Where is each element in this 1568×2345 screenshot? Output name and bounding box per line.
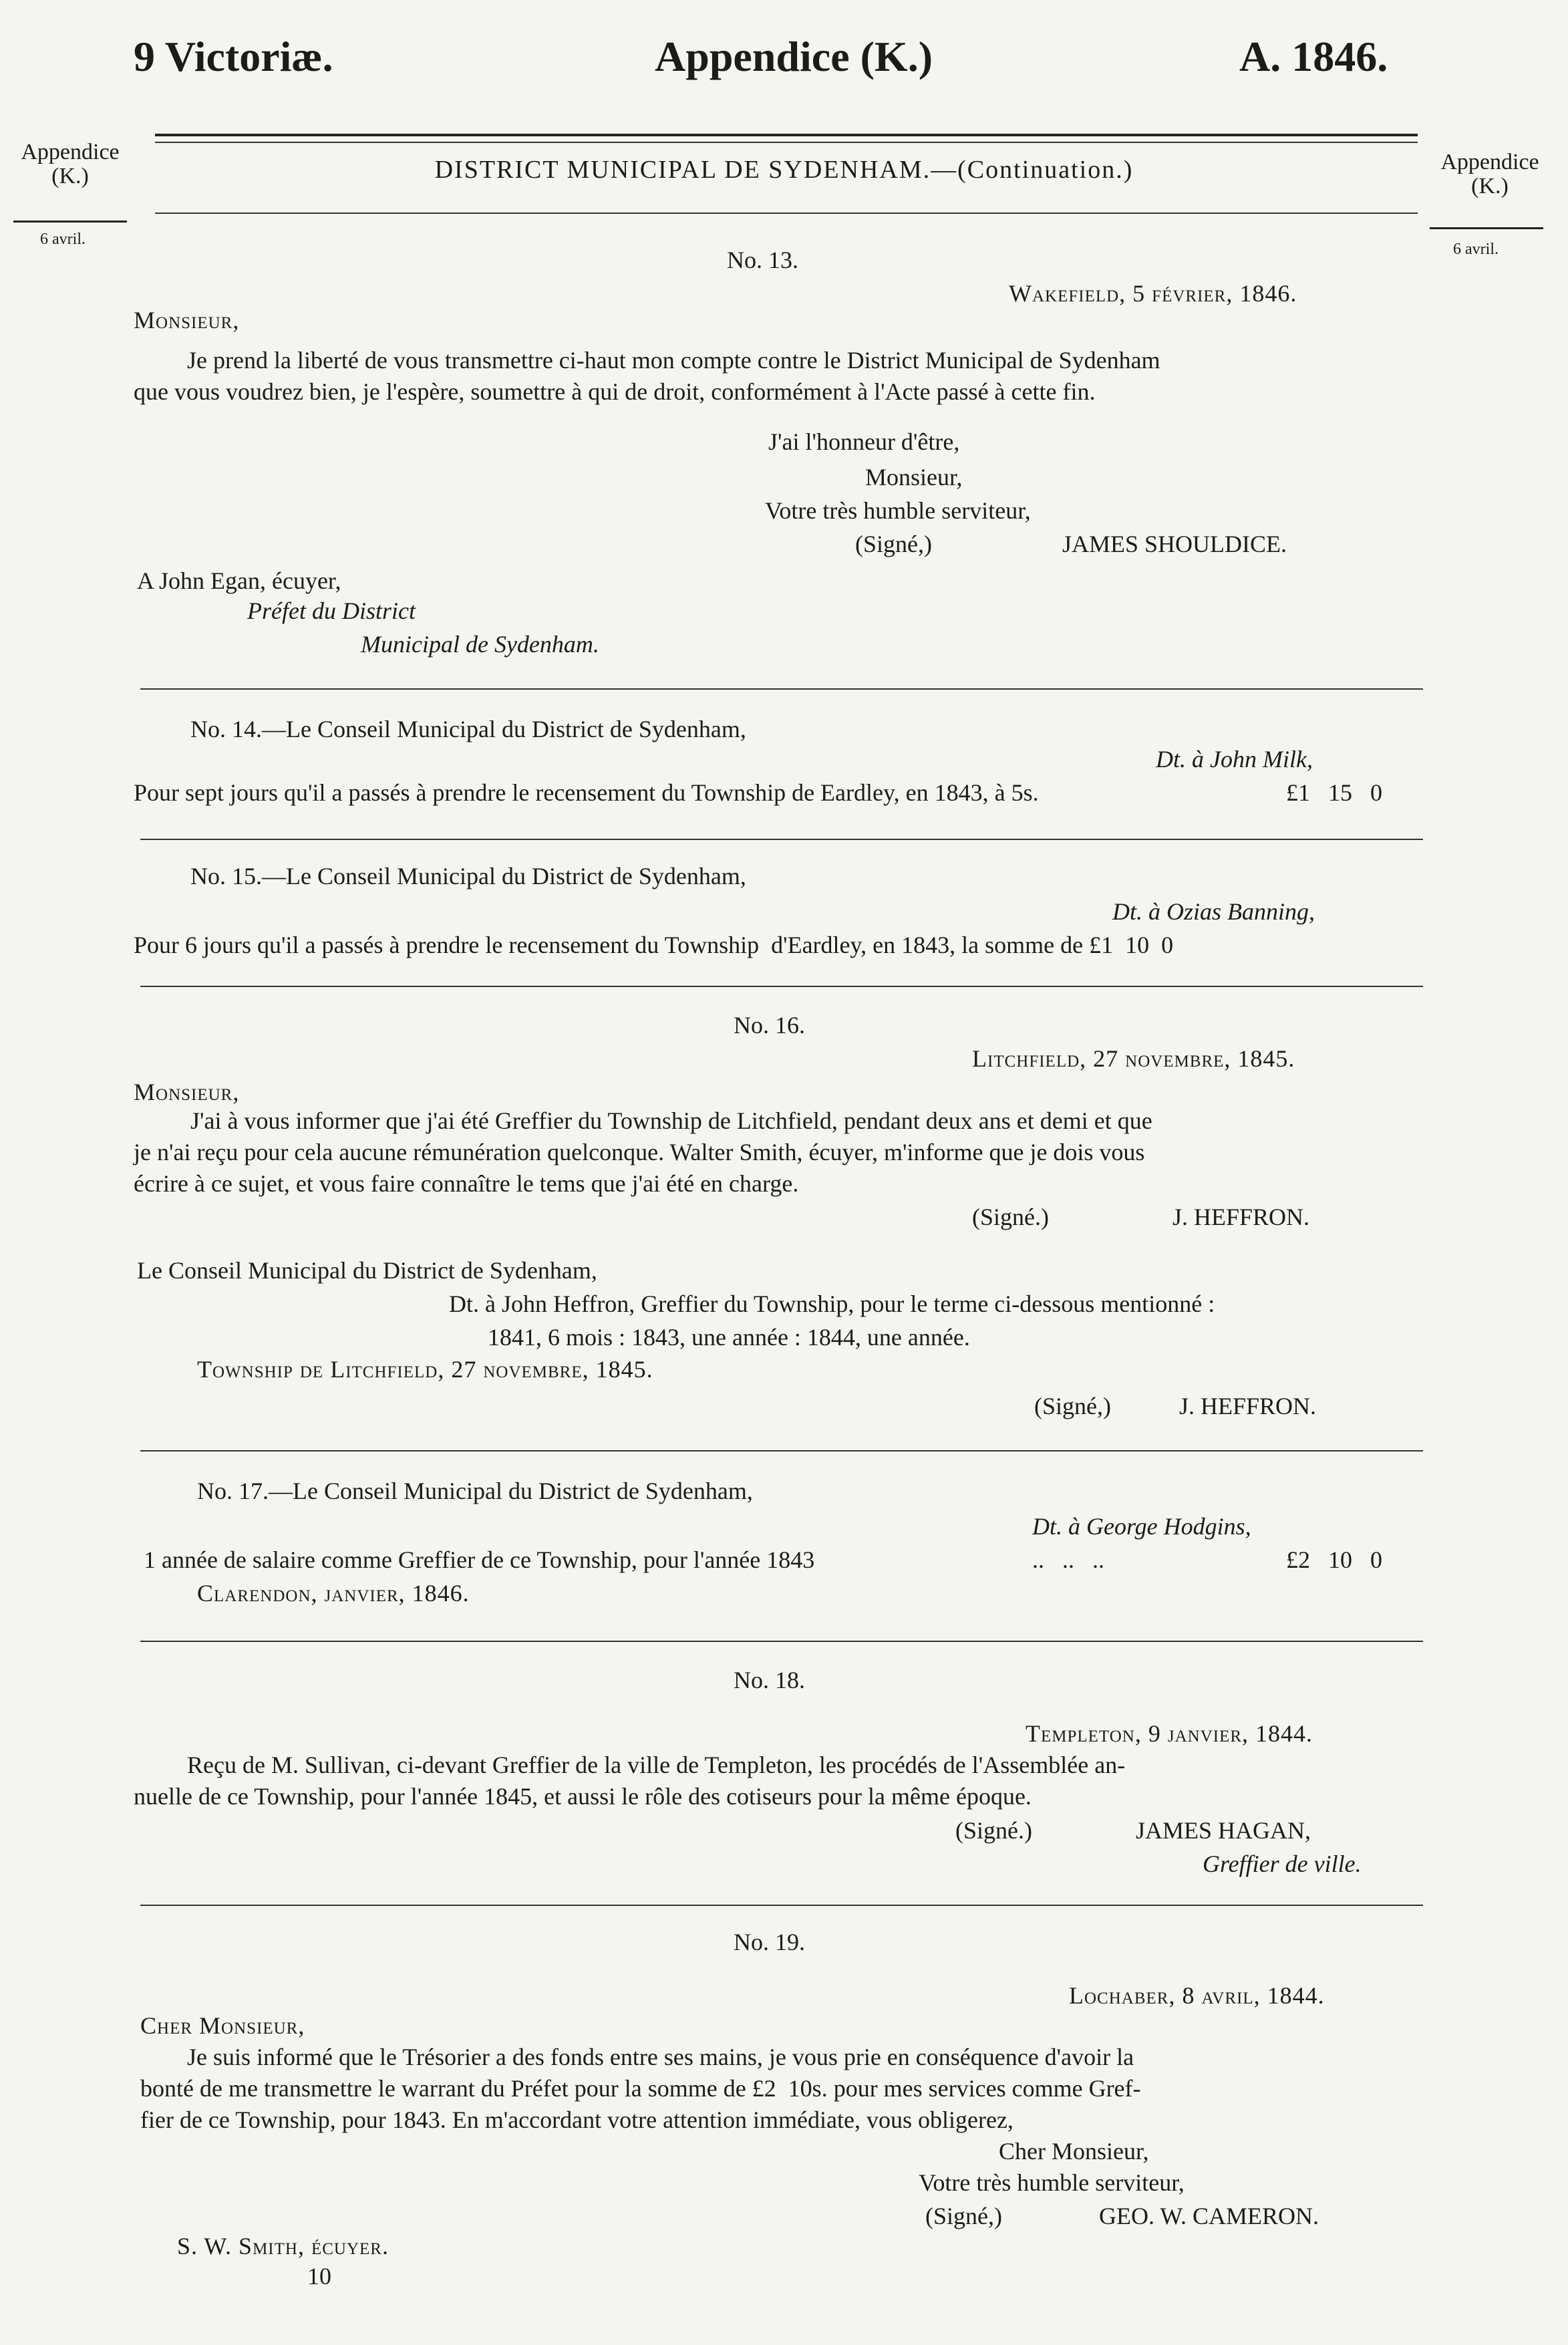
no14-line1: No. 14.—Le Conseil Municipal du District de Sydenham, <box>190 716 746 742</box>
no13-line1: Je prend la liberté de vous transmettre ci-haut mon compte contre le District Municipal de Sydenham <box>187 347 1160 374</box>
no18-line2: nuelle de ce Township, pour l'année 1845, et aussi le rôle des cotiseurs pour la même époque. <box>134 1783 1032 1810</box>
no16-signer2: J. HEFFRON. <box>1179 1393 1317 1419</box>
no15-creditor: Dt. à Ozias Banning, <box>1112 898 1315 925</box>
no19-addressee: S. W. Smith, écuyer. <box>177 2233 389 2259</box>
no13-salutation: Monsieur, <box>134 307 240 333</box>
no19-line1: Je suis informé que le Trésorier a des fonds entre ses mains, je vous prie en conséquence d'avoir la <box>187 2044 1134 2070</box>
no19-signer: GEO. W. CAMERON. <box>1099 2203 1319 2229</box>
no15-line1: No. 15.—Le Conseil Municipal du District de Sydenham, <box>190 863 746 889</box>
no17-amount: £2 10 0 <box>1286 1546 1382 1573</box>
margin-left-rule <box>13 221 127 223</box>
no19-line3: fier de ce Township, pour 1843. En m'accordant votre attention immédiate, vous obligerez, <box>140 2106 1013 2133</box>
no13-closing1: J'ai l'honneur d'être, <box>768 428 960 455</box>
no14-line2: Pour sept jours qu'il a passés à prendre le recensement du Township de Eardley, en 1843, à 5s. <box>134 779 1039 806</box>
no13-signed: (Signé,) <box>855 531 932 557</box>
no16-number: No. 16. <box>734 1012 805 1039</box>
rule-after-no13 <box>140 688 1423 690</box>
no16-signer: J. HEFFRON. <box>1172 1204 1310 1230</box>
no13-closing2: Monsieur, <box>865 464 963 491</box>
no19-closing1: Cher Monsieur, <box>999 2138 1149 2165</box>
no16-place: Township de Litchfield, 27 novembre, 1845. <box>197 1356 653 1383</box>
no19-number: No. 19. <box>734 1929 805 1955</box>
no18-signed: (Signé.) <box>955 1817 1032 1844</box>
no13-addressee2: Préfet du District <box>247 597 416 624</box>
no17-dots: .. .. .. <box>1032 1546 1104 1573</box>
margin-left-appendice: Appendice <box>21 140 120 164</box>
no19-signed: (Signé,) <box>925 2203 1002 2229</box>
no17-creditor: Dt. à George Hodgins, <box>1032 1513 1251 1540</box>
header-rule-second <box>155 142 1418 143</box>
no13-addressee3: Municipal de Sydenham. <box>361 631 599 658</box>
header-right: A. 1846. <box>1239 33 1388 80</box>
no13-number: No. 13. <box>727 247 798 273</box>
section-title: DISTRICT MUNICIPAL DE SYDENHAM.—(Continuation.) <box>434 156 1134 184</box>
no15-line2: Pour 6 jours qu'il a passés à prendre le recensement du Township d'Eardley, en 1843, la somme de £1 10 0 <box>134 932 1174 958</box>
no16-terms: 1841, 6 mois : 1843, une année : 1844, une année. <box>488 1324 970 1351</box>
no16-debt-line: Dt. à John Heffron, Greffier du Township, pour le terme ci-dessous mentionné : <box>449 1290 1215 1317</box>
margin-left-letter: (K.) <box>51 163 89 188</box>
no16-place-date: Litchfield, 27 novembre, 1845. <box>972 1045 1295 1072</box>
no19-place-date: Lochaber, 8 avril, 1844. <box>1069 1982 1325 2009</box>
rule-after-no15 <box>140 986 1423 987</box>
no17-place: Clarendon, janvier, 1846. <box>197 1580 470 1607</box>
rule-after-no16 <box>140 1450 1423 1452</box>
no14-amount: £1 15 0 <box>1286 779 1382 806</box>
no14-creditor: Dt. à John Milk, <box>1156 746 1313 773</box>
rule-after-no17 <box>140 1641 1423 1642</box>
header-rule-top <box>155 134 1418 136</box>
margin-right-date: 6 avril. <box>1453 241 1499 258</box>
no19-salutation: Cher Monsieur, <box>140 2012 305 2039</box>
no16-signed2: (Signé,) <box>1034 1393 1111 1419</box>
no16-council: Le Conseil Municipal du District de Sydenham, <box>137 1257 597 1284</box>
no16-line1: J'ai à vous informer que j'ai été Greffier du Township de Litchfield, pendant deux ans et demi et que <box>190 1107 1152 1134</box>
no18-number: No. 18. <box>734 1667 805 1693</box>
no19-closing2: Votre très humble serviteur, <box>919 2169 1185 2196</box>
no18-place-date: Templeton, 9 janvier, 1844. <box>1026 1720 1313 1747</box>
title-rule <box>155 213 1418 214</box>
no18-signer: JAMES HAGAN, <box>1136 1817 1311 1844</box>
no16-salutation: Monsieur, <box>134 1079 240 1105</box>
margin-right-letter: (K.) <box>1471 173 1509 198</box>
no17-line2: 1 année de salaire comme Greffier de ce Township, pour l'année 1843 <box>144 1546 815 1573</box>
no13-place-date: Wakefield, 5 février, 1846. <box>1009 280 1297 307</box>
no17-line1: No. 17.—Le Conseil Municipal du District de Sydenham, <box>197 1478 753 1504</box>
no18-title: Greffier de ville. <box>1203 1850 1362 1877</box>
no16-line2: je n'ai reçu pour cela aucune rémunération quelconque. Walter Smith, écuyer, m'informe que je dois vous <box>134 1139 1145 1165</box>
no19-line2: bonté de me transmettre le warrant du Préfet pour la somme de £2 10s. pour mes services comme Gref- <box>140 2075 1141 2102</box>
margin-right-rule <box>1430 227 1543 229</box>
no16-signed: (Signé.) <box>972 1204 1049 1230</box>
page-number: 10 <box>307 2263 331 2290</box>
margin-left-date: 6 avril. <box>40 231 86 248</box>
rule-after-no14 <box>140 839 1423 840</box>
no13-line2: que vous voudrez bien, je l'espère, soumettre à qui de droit, conformément à l'Acte passé à cette fin. <box>134 378 1096 405</box>
margin-right-appendice: Appendice <box>1440 150 1539 174</box>
header-center: Appendice (K.) <box>655 33 933 80</box>
no16-line3: écrire à ce sujet, et vous faire connaître le tems que j'ai été en charge. <box>134 1170 799 1197</box>
no13-closing3: Votre très humble serviteur, <box>765 497 1031 524</box>
no13-signer: JAMES SHOULDICE. <box>1062 531 1287 557</box>
no13-addressee1: A John Egan, écuyer, <box>137 567 341 594</box>
header-left: 9 Victoriæ. <box>134 33 333 80</box>
rule-after-no18 <box>140 1905 1423 1906</box>
no18-line1: Reçu de M. Sullivan, ci-devant Greffier de la ville de Templeton, les procédés de l'Assemblée an- <box>187 1752 1126 1778</box>
